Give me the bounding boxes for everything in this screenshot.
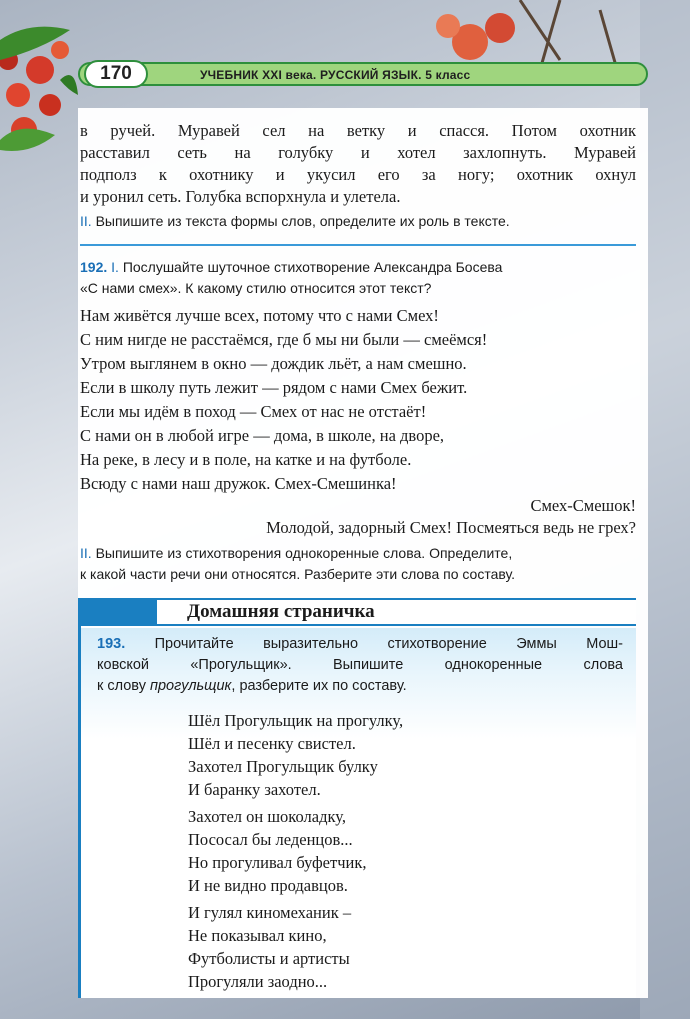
poem-line: На реке, в лесу и в поле, на катке и на футболе. xyxy=(80,450,412,469)
instruction-line: «С нами смех». К какому стилю относится этот текст? xyxy=(80,280,432,296)
poem-line: Не показывал кино, xyxy=(188,926,327,945)
poem-line: И не видно продавцов. xyxy=(188,876,348,895)
poem-line: Если в школу путь лежит — рядом с нами Смех бежит. xyxy=(80,378,468,397)
poem-line: Но прогуливал буфетчик, xyxy=(188,853,367,872)
poem-line: Молодой, задорный Смех! Посмеяться ведь не грех? xyxy=(266,518,636,537)
text-line: в ручей. Муравей сел на ветку и спасся. Потом охотник xyxy=(80,121,636,140)
poem-line: С ним нигде не расстаёмся, где б мы ни были — смеёмся! xyxy=(80,330,488,349)
poem-line: С нами он в любой игре — дома, в школе, на дворе, xyxy=(80,426,445,445)
exercise-193-line1 xyxy=(97,634,623,655)
exercise-192-header xyxy=(80,257,636,278)
section-divider xyxy=(80,244,636,246)
exercise-193-line3 xyxy=(97,676,623,697)
instruction-line: Выпишите из стихотворения однокоренные слова. Определите, xyxy=(95,545,513,561)
poem-line: Пососал бы леденцов... xyxy=(188,830,353,849)
part-marker: II. xyxy=(80,213,92,229)
instruction-text: к слову xyxy=(97,678,150,694)
task-191-part2 xyxy=(80,211,636,232)
instruction-line: ковской «Прогульщик». Выпишите однокоренные слова xyxy=(97,657,623,673)
home-section-rule xyxy=(78,598,81,998)
instruction-text: , разберите их по составу. xyxy=(231,678,407,694)
book-title: УЧЕБНИК XXI века. РУССКИЙ ЯЗЫК. 5 класс xyxy=(200,68,471,82)
text-line: подполз к охотнику и укусил его за ногу; охотник охнул xyxy=(80,165,636,184)
text-line: расставил сеть на голубку и хотел захлопнуть. Муравей xyxy=(80,143,636,162)
poem-line: Захотел Прогульщик булку xyxy=(188,757,378,776)
exercise-number: 192. xyxy=(80,259,108,275)
keyword: прогульщик xyxy=(149,678,232,694)
rowan-berries-left xyxy=(0,27,78,151)
poem-line: Если мы идём в поход — Смех от нас не отстаёт! xyxy=(80,402,427,421)
poem-line: И баранку захотел. xyxy=(188,780,321,799)
exercise-number: 193. xyxy=(97,636,126,652)
poem-line: Захотел он шоколадку, xyxy=(188,807,346,826)
poem-line: Утром выглянем в окно — дождик льёт, а нам смешно. xyxy=(80,354,467,373)
text-line: и уронил сеть. Голубка вспорхнула и улетела. xyxy=(80,187,401,206)
instruction-line: Прочитайте выразительно стихотворение Эммы Мош- xyxy=(154,636,623,652)
instruction-line: к какой части речи они относятся. Разберите эти слова по составу. xyxy=(80,566,515,582)
part-marker: II. xyxy=(80,545,92,561)
poem-line: Шёл и песенку свистел. xyxy=(188,734,356,753)
exercise-192-part2 xyxy=(80,543,636,564)
poem-line: Прогуляли заодно... xyxy=(188,972,328,991)
task-text: Выпишите из текста формы слов, определите их роль в тексте. xyxy=(95,213,510,229)
poem-line: Шёл Прогульщик на прогулку, xyxy=(188,711,404,730)
home-section-title: Домашняя страничка xyxy=(157,600,636,624)
page-number: 170 xyxy=(84,60,148,88)
poem-line: Футболисты и артисты xyxy=(188,949,350,968)
poem-line: Всюду с нами наш дружок. Смех-Смешинка! xyxy=(80,474,397,493)
part-marker: I. xyxy=(111,259,119,275)
poem-line: И гулял киномеханик – xyxy=(188,903,352,922)
instruction-line: Послушайте шуточное стихотворение Александра Босева xyxy=(122,259,503,275)
poem-line: Нам живётся лучше всех, потому что с нами Смех! xyxy=(80,306,439,325)
poem-line-right: Смех-Смешок! xyxy=(530,496,636,515)
